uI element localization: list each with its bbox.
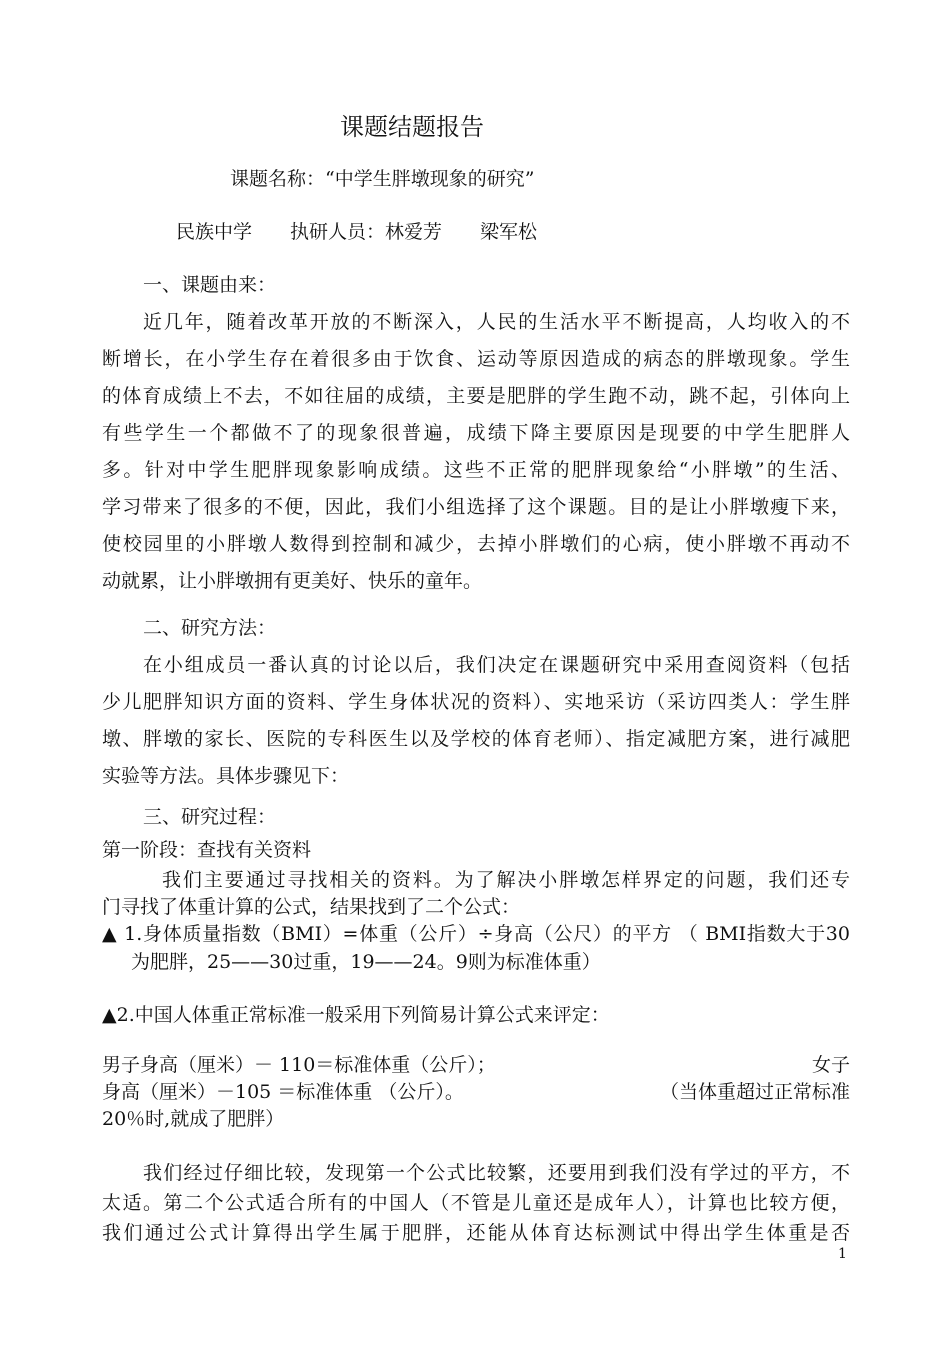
paragraph-line: 墩、胖墩的家长、医院的专科医生以及学校的体育老师）、指定减肥方案，进行减肥	[102, 728, 850, 750]
paragraph-line: 学习带来了很多的不便，因此，我们小组选择了这个课题。目的是让小胖墩瘦下来，	[102, 496, 850, 518]
female-formula: 身高（厘米）－105 ＝标准体重 （公斤）。	[102, 1081, 464, 1103]
paragraph-line: 的体育成绩上不去，不如往届的成绩，主要是肥胖的学生跑不动，跳不起，引体向上	[102, 385, 850, 407]
paragraph-line: 少儿肥胖知识方面的资料、学生身体状况的资料）、实地采访（采访四类人：学生胖	[102, 691, 850, 713]
obesity-note: （当体重超过正常标准	[659, 1081, 850, 1103]
paragraph-line: 断增长，在小学生存在着很多由于饮食、运动等原因造成的病态的胖墩现象。学生	[102, 348, 850, 370]
paragraph-line: 多。针对中学生肥胖现象影响成绩。这些不正常的肥胖现象给“小胖墩”的生活、	[102, 459, 850, 481]
paragraph-line: 动就累，让小胖墩拥有更美好、快乐的童年。	[102, 570, 483, 592]
paragraph-line: 门寻找了体重计算的公式，结果找到了二个公式：	[102, 896, 521, 918]
paragraph-line: 太适。第二个公式适合所有的中国人（不管是儿童还是成年人），计算也比较方便，	[102, 1192, 850, 1214]
paragraph-line: 实验等方法。具体步骤见下：	[102, 765, 350, 787]
section-3-heading: 三、研究过程：	[143, 806, 277, 828]
paragraph-line: 我们主要通过寻找相关的资料。为了解决小胖墩怎样界定的问题，我们还专	[162, 869, 850, 891]
section-2-heading: 二、研究方法：	[143, 617, 277, 639]
author-line: 民族中学 执研人员：林爱芳 梁军松	[176, 221, 538, 243]
subject-line: 课题名称：“中学生胖墩现象的研究”	[230, 168, 535, 190]
male-formula: 男子身高（厘米）－ 110＝标准体重（公斤）；	[102, 1054, 496, 1076]
formula-2-line: 20％时,就成了肥胖）	[102, 1108, 285, 1130]
formula-1-line: ▲ 1.身体质量指数（BMI）=体重（公斤）÷身高（公尺）的平方 （ BMI指数大于30	[102, 923, 850, 945]
paragraph-line: 使校园里的小胖墩人数得到控制和减少，去掉小胖墩们的心病，使小胖墩不再动不	[102, 533, 850, 555]
stage-1-heading: 第一阶段：查找有关资料	[102, 839, 312, 861]
formula-2-heading: ▲2.中国人体重正常标准一般采用下列简易计算公式来评定：	[102, 1004, 610, 1026]
paragraph-line: 近几年，随着改革开放的不断深入，人民的生活水平不断提高，人均收入的不	[143, 311, 850, 333]
section-1-heading: 一、课题由来：	[143, 274, 277, 296]
female-label: 女子	[811, 1054, 850, 1076]
formula-1-line: 为肥胖，25——30过重，19——24。9则为标准体重）	[131, 951, 601, 973]
report-title: 课题结题报告	[340, 113, 484, 141]
page-number: 1	[838, 1246, 847, 1262]
paragraph-line: 有些学生一个都做不了的现象很普遍，成绩下降主要原因是现要的中学生肥胖人	[102, 422, 850, 444]
paragraph-line: 在小组成员一番认真的讨论以后，我们决定在课题研究中采用查阅资料（包括	[143, 654, 850, 676]
paragraph-line: 我们通过公式计算得出学生属于肥胖，还能从体育达标测试中得出学生体重是否	[102, 1222, 850, 1244]
paragraph-line: 我们经过仔细比较，发现第一个公式比较繁，还要用到我们没有学过的平方，不	[143, 1162, 850, 1184]
